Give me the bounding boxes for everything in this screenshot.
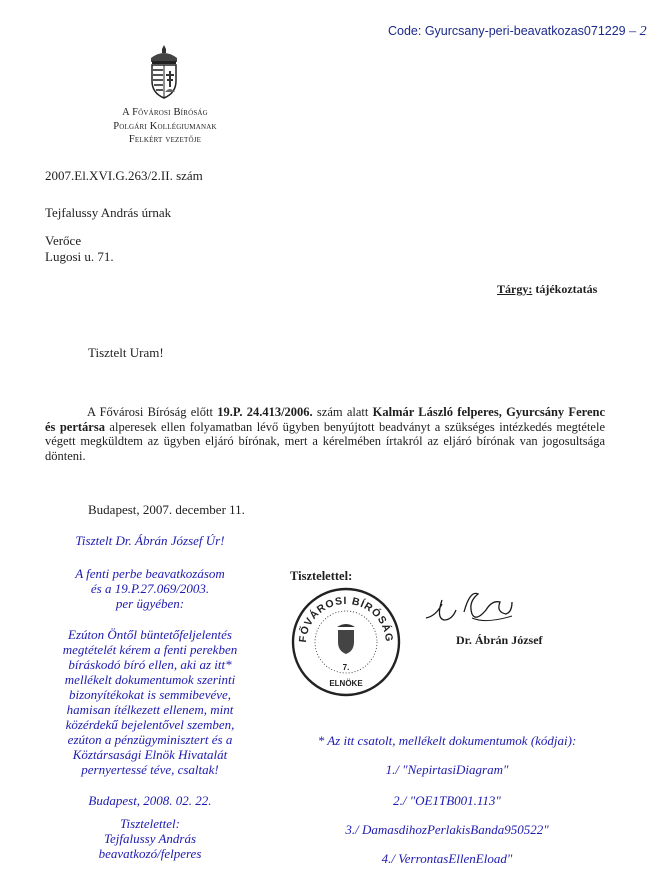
court-stamp — [290, 586, 402, 698]
court-heading-line1: A Fővárosi Bíróság — [122, 107, 208, 118]
note-closing — [28, 816, 272, 861]
body-part2: szám alatt — [312, 405, 373, 419]
attachments-heading: * Az itt csatolt, mellékelt dokumentumok (kódjai): — [317, 733, 577, 748]
court-heading-line2: Polgári Kollégiumanak — [113, 120, 217, 132]
parties: Kalmár László felperes, Gyurcsány Ferenc és pertársa — [45, 405, 605, 434]
note-line: Tisztelettel: — [120, 816, 180, 831]
case-number: 19.P. 24.413/2006. — [217, 405, 313, 419]
note-line: per ügyében: — [115, 596, 185, 611]
attachment-item: 3./ DamasdihozPerlakisBanda950522" — [345, 822, 549, 837]
recipient-name: Tejfalussy András úrnak — [45, 205, 172, 220]
note-line: beavatkozó/felperes — [98, 846, 202, 861]
salutation: Tisztelt Uram! — [88, 345, 164, 360]
note-line: Tejfalussy András — [103, 831, 197, 846]
court-heading — [90, 106, 240, 147]
letter-paragraph — [45, 405, 605, 463]
letter-body — [45, 405, 605, 463]
note-greeting: Tisztelt Dr. Ábrán József Úr! — [75, 533, 225, 548]
note-line: Köztársasági Elnök Hivatalát — [72, 747, 228, 762]
attachment-item: 1./ "NepirtasiDiagram" — [385, 762, 509, 777]
address-line2: Lugosi u. 71. — [45, 249, 114, 264]
address-line1: Verőce — [45, 233, 82, 248]
note-line: A fenti perbe beavatkozásom — [75, 566, 225, 581]
document-code-text: Code: Gyurcsany-peri-beavatkozas071229 — [388, 24, 626, 38]
note-paragraph-2 — [28, 627, 272, 777]
note-date: Budapest, 2008. 02. 22. — [88, 793, 212, 808]
note-line: bíráskodó bíró ellen, aki az itt* — [68, 657, 232, 672]
stamp-bottom-text: ELNÖKE — [329, 679, 363, 688]
document-code — [388, 24, 647, 40]
body-part3: alperesek ellen folyamatban lévő ügyben benyújtott beadványt a szükséges intézkedés megtétele végett megküldtem az ügyben eljáró bírónak, mert a kérelmében írtakról az eljáró bírónak van jogosultsága dönteni. — [45, 419, 605, 463]
court-heading-line3: Felkért vezetője — [128, 134, 202, 145]
letter-date: Budapest, 2007. december 11. — [88, 502, 245, 517]
note-line: pernyertessé téve, csaltak! — [81, 762, 219, 777]
stamp-crest-icon — [338, 630, 354, 654]
attachment-item: 4./ VerrontasEllenEload" — [381, 851, 513, 866]
note-line: közérdekű bejelentővel szemben, — [65, 717, 235, 732]
page-number-handwritten: – 2 — [629, 24, 647, 39]
note-line: hamisan ítélkezett ellenem, mint — [66, 702, 234, 717]
body-part1: A Fővárosi Bíróság előtt — [87, 405, 218, 419]
stamp-text: FŐVÁROSI BÍRÓSÁG — [296, 594, 396, 644]
reference-number: 2007.El.XVI.G.263/2.II. szám — [45, 168, 203, 183]
note-line: megtételét kérem a fenti perekben — [62, 642, 238, 657]
note-line: és a 19.P.27.069/2003. — [90, 581, 210, 596]
recipient-address — [45, 233, 114, 265]
coat-of-arms-icon — [146, 44, 182, 100]
signer-name: Dr. Ábrán József — [456, 633, 543, 647]
note-line: mellékelt dokumentumok szerinti — [64, 672, 236, 687]
attachment-item: 2./ "OE1TB001.113" — [393, 793, 501, 808]
subject-label: Tárgy: — [497, 282, 533, 296]
note-line: Ezúton Öntől büntetőfeljelentés — [68, 627, 232, 642]
handwritten-signature — [424, 588, 516, 630]
stamp-number: 7. — [342, 663, 350, 672]
letter-closing: Tisztelettel: — [290, 569, 353, 583]
subject-line — [497, 282, 597, 297]
note-line: bizonyítékokat is semmibevéve, — [68, 687, 232, 702]
subject-value: tájékoztatás — [535, 282, 598, 296]
note-line: ezúton a pénzügyminisztert és a — [67, 732, 233, 747]
note-paragraph-1 — [28, 566, 272, 611]
